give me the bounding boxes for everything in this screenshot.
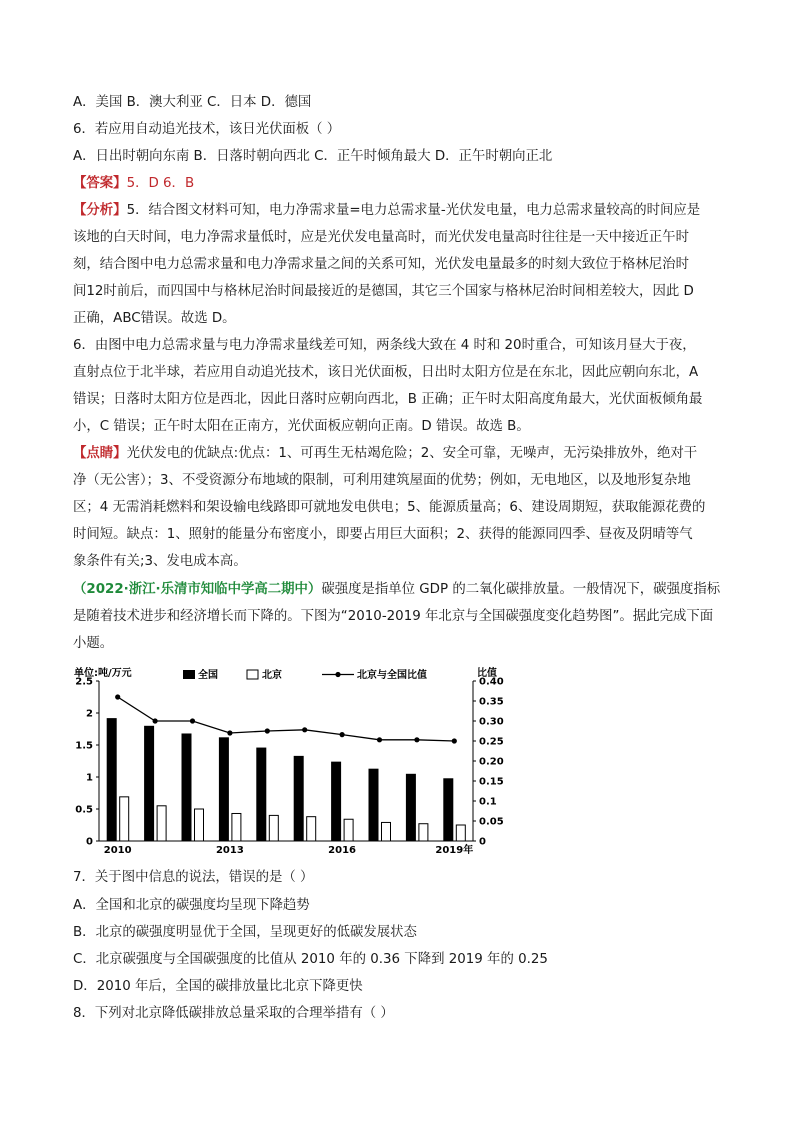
text-line bbox=[73, 364, 698, 382]
ratio-point bbox=[115, 694, 120, 699]
text-line bbox=[73, 1005, 394, 1023]
bar-beijing bbox=[269, 815, 278, 841]
legend-swatch-national bbox=[183, 670, 195, 679]
text-line bbox=[73, 869, 313, 887]
legend-label-beijing: 北京 bbox=[262, 670, 282, 681]
bar-national bbox=[182, 733, 192, 841]
text-line bbox=[73, 978, 363, 996]
line-text: 净（无公害）；3、不受资源分布地域的限制，可利用建筑屋面的优势；例如，无电地区，以及地形复杂地 bbox=[73, 473, 691, 488]
line-text: 光伏发电的优缺点:优点：1、可再生无枯竭危险；2、安全可靠，无噪声，无污染排放外，绝对干 bbox=[126, 446, 698, 461]
section-tag: 【分析】 bbox=[73, 203, 127, 218]
line-text: 区；4 无需消耗燃料和架设输电线路即可就地发电供电；5、能源质量高；6、建设周期短，获取能源花费的 bbox=[73, 500, 706, 515]
x-tick-label: 2019年 bbox=[435, 845, 474, 856]
right-tick-label: 0.05 bbox=[479, 816, 504, 828]
question-source: （2022·浙江·乐清市知临中学高二期中） bbox=[73, 582, 322, 597]
line-text: 该地的白天时间，电力净需求量低时，应是光伏发电量高时，而光伏发电量高时往往是一天中接近正午时 bbox=[73, 230, 689, 245]
text-line bbox=[73, 256, 689, 274]
text-line bbox=[73, 553, 247, 571]
right-tick-label: 0.35 bbox=[479, 696, 504, 708]
bar-national bbox=[406, 774, 416, 841]
ratio-point bbox=[302, 727, 307, 732]
left-tick-label: 1.5 bbox=[75, 740, 93, 752]
bar-national bbox=[369, 769, 379, 841]
ratio-point bbox=[414, 737, 419, 742]
ratio-line bbox=[118, 697, 455, 741]
right-tick-label: 0.40 bbox=[479, 676, 504, 688]
text-line bbox=[73, 635, 113, 653]
legend-label-ratio: 北京与全国比值 bbox=[357, 670, 427, 681]
ratio-point bbox=[227, 730, 232, 735]
text-line bbox=[73, 897, 310, 915]
section-tag: 【点睛】 bbox=[73, 446, 127, 461]
text-line bbox=[73, 924, 417, 942]
bar-national bbox=[144, 726, 154, 841]
text-line bbox=[73, 526, 693, 544]
left-tick-label: 2 bbox=[86, 708, 93, 720]
left-tick-label: 2.5 bbox=[75, 676, 93, 688]
bar-beijing bbox=[232, 813, 241, 841]
legend-swatch-beijing bbox=[247, 670, 258, 679]
line-text: 间12时前后，而四国中与格林尼治时间最接近的是德国，其它三个国家与格林尼治时间相差较大，因此 D bbox=[73, 284, 694, 299]
bar-beijing bbox=[120, 797, 129, 841]
bar-beijing bbox=[456, 825, 465, 841]
left-tick-label: 0 bbox=[86, 836, 93, 848]
text-line bbox=[73, 337, 696, 355]
left-tick-label: 0.5 bbox=[75, 804, 93, 816]
line-text: 5．结合图文材料可知，电力净需求量=电力总需求量-光伏发电量，电力总需求量较高的时间应是 bbox=[126, 203, 701, 218]
line-text: 正确，ABC错误。故选 D。 bbox=[73, 311, 236, 326]
x-tick-label: 2013 bbox=[215, 845, 244, 856]
line-text: 6．若应用自动追光技术，该日光伏面板（ ） bbox=[73, 122, 341, 137]
line-text: 5．D 6．B bbox=[126, 176, 195, 191]
text-line bbox=[73, 229, 689, 247]
legend-label-national: 全国 bbox=[198, 670, 218, 681]
bar-national bbox=[331, 762, 341, 841]
ratio-point bbox=[153, 718, 158, 723]
bar-national bbox=[294, 756, 304, 841]
line-text: A．美国 B．澳大利亚 C．日本 D．德国 bbox=[73, 95, 312, 110]
line-text: 碳强度是指单位 GDP 的二氧化碳排放量。一般情况下，碳强度指标 bbox=[321, 582, 721, 597]
left-tick-label: 1 bbox=[86, 772, 93, 784]
right-tick-label: 0.1 bbox=[479, 796, 497, 808]
line-text: 刻，结合图中电力总需求量和电力净需求量之间的关系可知，光伏发电量最多的时刻大致位于格林尼治时 bbox=[73, 257, 689, 272]
text-line bbox=[73, 121, 340, 139]
line-text: A．全国和北京的碳强度均呈现下降趋势 bbox=[73, 898, 310, 913]
text-line bbox=[73, 608, 713, 626]
right-tick-label: 0.30 bbox=[479, 716, 504, 728]
text-line bbox=[73, 94, 311, 112]
line-text: A．日出时朝向东南 B．日落时朝向西北 C．正午时倾角最大 D．正午时朝向正北 bbox=[73, 149, 553, 164]
line-text: 时间短。缺点：1、照射的能量分布密度小，即要占用巨大面积；2、获得的能源同四季、昼夜及阴晴等气 bbox=[73, 527, 693, 542]
text-line bbox=[73, 175, 194, 193]
bar-national bbox=[256, 748, 266, 841]
line-text: D．2010 年后，全国的碳排放量比北京下降更快 bbox=[73, 979, 363, 994]
line-text: 直射点位于北半球，若应用自动追光技术，该日光伏面板，日出时太阳方位是在东北，因此应朝向东北，A bbox=[73, 365, 699, 380]
left-axis-label: 单位:吨/万元 bbox=[74, 668, 132, 679]
ratio-point bbox=[190, 718, 195, 723]
ratio-point bbox=[265, 728, 270, 733]
bar-national bbox=[107, 718, 117, 841]
bar-beijing bbox=[157, 806, 166, 841]
bar-beijing bbox=[382, 822, 391, 841]
text-line bbox=[73, 202, 700, 220]
text-line bbox=[73, 951, 548, 969]
ratio-point bbox=[452, 738, 457, 743]
x-tick-label: 2016 bbox=[328, 845, 357, 856]
right-tick-label: 0.20 bbox=[479, 756, 504, 768]
section-tag: 【答案】 bbox=[73, 176, 127, 191]
line-text: B．北京的碳强度明显优于全国，呈现更好的低碳发展状态 bbox=[73, 925, 417, 940]
text-line bbox=[73, 391, 702, 409]
x-tick-label: 2010 bbox=[103, 845, 132, 856]
right-tick-label: 0.15 bbox=[479, 776, 504, 788]
bar-national bbox=[219, 737, 229, 841]
line-text: 6．由图中电力总需求量与电力净需求量线差可知，两条线大致在 4 时和 20时重合，可知该月昼大于夜， bbox=[73, 338, 696, 353]
text-line bbox=[73, 499, 705, 517]
text-line bbox=[73, 310, 236, 328]
bar-beijing bbox=[344, 819, 353, 841]
line-text: 是随着技术进步和经济增长而下降的。下图为“2010-2019 年北京与全国碳强度变化趋势图”。据此完成下面 bbox=[73, 609, 714, 624]
ratio-point bbox=[340, 732, 345, 737]
bar-beijing bbox=[419, 824, 428, 841]
text-line bbox=[73, 148, 552, 166]
line-text: 小题。 bbox=[73, 636, 114, 651]
ratio-point bbox=[377, 737, 382, 742]
right-axis-label: 比值 bbox=[477, 668, 497, 679]
bar-beijing bbox=[307, 817, 316, 841]
line-text: C．北京碳强度与全国碳强度的比值从 2010 年的 0.36 下降到 2019 年的 0.25 bbox=[73, 952, 548, 967]
legend-marker-ratio bbox=[335, 672, 340, 677]
line-text: 错误；日落时太阳方位是西北，因此日落时应朝向西北，B 正确；正午时太阳高度角最大，光伏面板倾角最 bbox=[73, 392, 703, 407]
bar-beijing bbox=[195, 809, 204, 841]
line-text: 8．下列对北京降低碳排放总量采取的合理举措有（ ） bbox=[73, 1006, 394, 1021]
text-line bbox=[73, 283, 694, 301]
line-text: 小，C 错误；正午时太阳在正南方，光伏面板应朝向正南。D 错误。故选 B。 bbox=[73, 419, 530, 434]
right-tick-label: 0 bbox=[479, 836, 486, 848]
right-tick-label: 0.25 bbox=[479, 736, 504, 748]
text-line bbox=[73, 581, 720, 599]
text-line bbox=[73, 418, 530, 436]
bar-national bbox=[443, 778, 453, 841]
line-text: 象条件有关;3、发电成本高。 bbox=[73, 554, 247, 569]
text-line bbox=[73, 472, 691, 490]
text-line bbox=[73, 445, 697, 463]
line-text: 7．关于图中信息的说法，错误的是（ ） bbox=[73, 870, 314, 885]
carbon-intensity-chart bbox=[70, 664, 504, 860]
